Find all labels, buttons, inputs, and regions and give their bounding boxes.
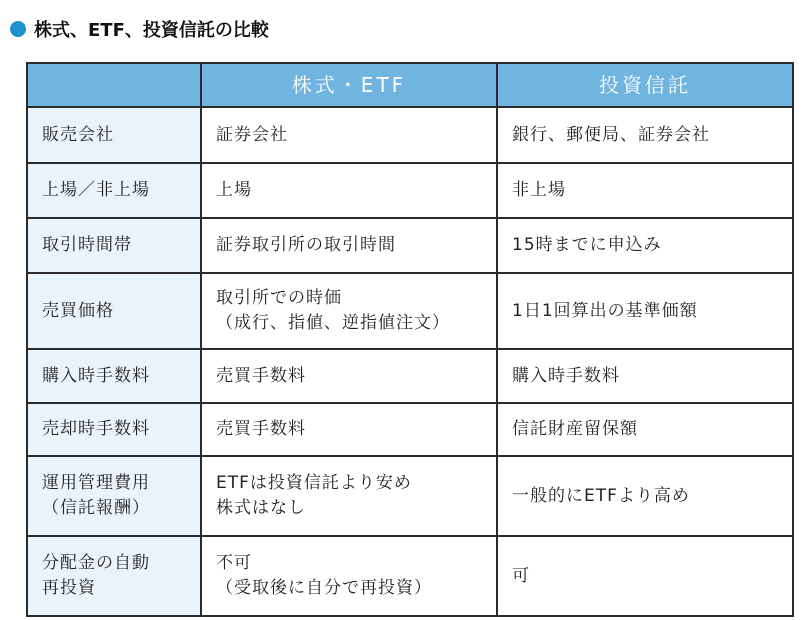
cell-investment-trust: 一般的にETFより高め (497, 456, 793, 536)
table-row (27, 218, 793, 273)
row-label: 売買価格 (27, 273, 201, 349)
table-row (27, 163, 793, 218)
header-corner-cell (27, 63, 201, 107)
header-stock-etf: 株式・ETF (201, 63, 497, 107)
cell-investment-trust: 非上場 (497, 163, 793, 218)
cell-stock-etf: 不可 （受取後に自分で再投資） (201, 536, 497, 616)
cell-stock-etf: 上場 (201, 163, 497, 218)
cell-stock-etf: 売買手数料 (201, 349, 497, 403)
row-label: 運用管理費用 （信託報酬） (27, 456, 201, 536)
page-title: 株式、ETF、投資信託の比較 (34, 20, 269, 41)
cell-stock-etf: 証券取引所の取引時間 (201, 218, 497, 273)
table-header-row (27, 63, 793, 107)
cell-investment-trust: 信託財産留保額 (497, 403, 793, 456)
row-label: 販売会社 (27, 107, 201, 163)
cell-stock-etf: 取引所での時価 （成行、指値、逆指値注文） (201, 273, 497, 349)
table-row (27, 403, 793, 456)
row-label: 分配金の自動 再投資 (27, 536, 201, 616)
cell-stock-etf: 売買手数料 (201, 403, 497, 456)
row-label: 取引時間帯 (27, 218, 201, 273)
table-row (27, 536, 793, 616)
cell-investment-trust: 1日1回算出の基準価額 (497, 273, 793, 349)
cell-investment-trust: 購入時手数料 (497, 349, 793, 403)
header-investment-trust: 投資信託 (497, 63, 793, 107)
row-label: 購入時手数料 (27, 349, 201, 403)
bullet-dot-icon (10, 21, 26, 37)
cell-investment-trust: 銀行、郵便局、証券会社 (497, 107, 793, 163)
comparison-table (26, 62, 794, 617)
cell-stock-etf: 証券会社 (201, 107, 497, 163)
row-label: 上場／非上場 (27, 163, 201, 218)
cell-stock-etf: ETFは投資信託より安め 株式はなし (201, 456, 497, 536)
table-row (27, 456, 793, 536)
table-row (27, 349, 793, 403)
title-row (10, 16, 269, 42)
table-row (27, 273, 793, 349)
row-label: 売却時手数料 (27, 403, 201, 456)
table-row (27, 107, 793, 163)
cell-investment-trust: 15時までに申込み (497, 218, 793, 273)
cell-investment-trust: 可 (497, 536, 793, 616)
